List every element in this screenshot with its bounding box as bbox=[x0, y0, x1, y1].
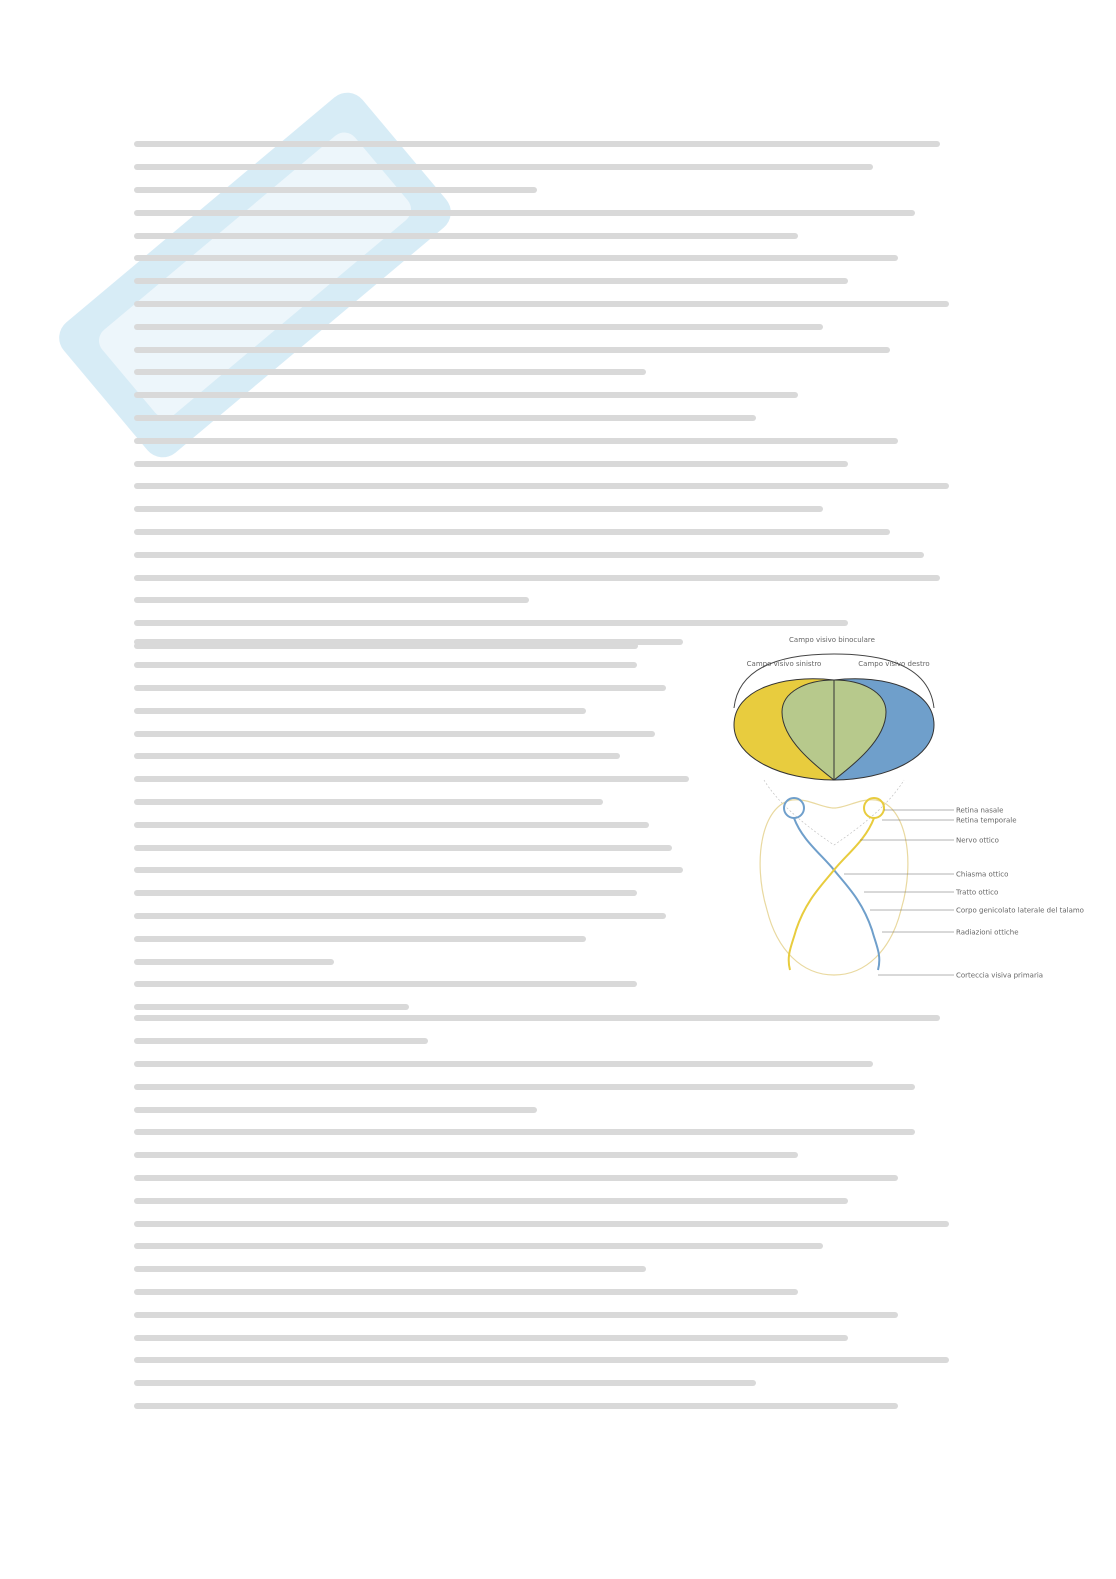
text-line-placeholder bbox=[134, 927, 706, 950]
text-line-placeholder bbox=[134, 1053, 974, 1076]
text-line-placeholder bbox=[134, 1007, 974, 1030]
text-line-placeholder bbox=[134, 521, 974, 544]
text-line-placeholder bbox=[134, 179, 974, 202]
text-line-placeholder bbox=[134, 1098, 974, 1121]
figure-callout-label: Corteccia visiva primaria bbox=[956, 971, 1044, 980]
text-line-placeholder bbox=[134, 791, 706, 814]
text-line-placeholder bbox=[134, 1303, 974, 1326]
text-line-placeholder bbox=[134, 338, 974, 361]
paragraph-p3 bbox=[134, 201, 974, 383]
text-line-placeholder bbox=[134, 566, 974, 589]
figure-callout-label: Radiazioni ottiche bbox=[956, 928, 1019, 937]
paragraph-p7 bbox=[134, 631, 706, 973]
paragraph-p10 bbox=[134, 1053, 974, 1121]
text-line-placeholder bbox=[134, 293, 974, 316]
text-line-placeholder bbox=[134, 973, 706, 996]
text-line-placeholder bbox=[134, 201, 974, 224]
text-line-placeholder bbox=[134, 429, 974, 452]
text-line-placeholder bbox=[134, 361, 974, 384]
text-line-placeholder bbox=[134, 270, 974, 293]
body-text-bottom bbox=[134, 1007, 974, 1417]
body-text-wrapped bbox=[134, 631, 706, 1019]
paragraph-p2 bbox=[134, 156, 974, 202]
paragraph-p4 bbox=[134, 384, 974, 430]
paragraph-p1 bbox=[134, 133, 974, 156]
figure-callout-label: Chiasma ottico bbox=[956, 870, 1009, 879]
text-line-placeholder bbox=[134, 836, 706, 859]
text-line-placeholder bbox=[134, 1167, 974, 1190]
text-line-placeholder bbox=[134, 677, 706, 700]
text-line-placeholder bbox=[134, 631, 706, 654]
text-line-placeholder bbox=[134, 543, 974, 566]
text-line-placeholder bbox=[134, 498, 974, 521]
text-line-placeholder bbox=[134, 315, 974, 338]
text-line-placeholder bbox=[134, 1281, 974, 1304]
text-line-placeholder bbox=[134, 905, 706, 928]
text-line-placeholder bbox=[134, 1372, 974, 1395]
text-line-placeholder bbox=[134, 859, 706, 882]
paragraph-p9 bbox=[134, 1007, 974, 1053]
text-line-placeholder bbox=[134, 699, 706, 722]
text-line-placeholder bbox=[134, 654, 706, 677]
text-line-placeholder bbox=[134, 156, 974, 179]
text-line-placeholder bbox=[134, 1212, 974, 1235]
figure-left-label: Campo visivo sinistro bbox=[746, 660, 822, 668]
text-line-placeholder bbox=[134, 768, 706, 791]
visual-pathway-figure bbox=[722, 630, 1084, 995]
text-line-placeholder bbox=[134, 407, 974, 430]
text-line-placeholder bbox=[134, 1326, 974, 1349]
figure-callout-label: Retina nasale bbox=[956, 806, 1004, 815]
text-line-placeholder bbox=[134, 722, 706, 745]
paragraph-p11 bbox=[134, 1121, 974, 1281]
paragraph-p12 bbox=[134, 1281, 974, 1395]
text-line-placeholder bbox=[134, 1144, 974, 1167]
body-text-top bbox=[134, 133, 974, 657]
text-line-placeholder bbox=[134, 224, 974, 247]
text-line-placeholder bbox=[134, 1121, 974, 1144]
text-line-placeholder bbox=[134, 745, 706, 768]
text-line-placeholder bbox=[134, 882, 706, 905]
text-line-placeholder bbox=[134, 813, 706, 836]
figure-callout-label: Retina temporale bbox=[956, 816, 1017, 825]
text-line-placeholder bbox=[134, 950, 706, 973]
text-line-placeholder bbox=[134, 133, 974, 156]
text-line-placeholder bbox=[134, 1189, 974, 1212]
text-line-placeholder bbox=[134, 589, 974, 612]
text-line-placeholder bbox=[134, 1075, 974, 1098]
figure-callout-label: Corpo genicolato laterale del talamo bbox=[956, 906, 1084, 915]
figure-callout-label: Nervo ottico bbox=[956, 836, 999, 845]
figure-callout-label: Tratto ottico bbox=[956, 888, 999, 897]
figure-top-label: Campo visivo binoculare bbox=[789, 636, 875, 644]
paragraph-p5 bbox=[134, 429, 974, 611]
text-line-placeholder bbox=[134, 1235, 974, 1258]
text-line-placeholder bbox=[134, 1395, 974, 1418]
text-line-placeholder bbox=[134, 1030, 974, 1053]
text-line-placeholder bbox=[134, 475, 974, 498]
text-line-placeholder bbox=[134, 1349, 974, 1372]
figure-right-label: Campo visivo destro bbox=[858, 660, 930, 668]
text-line-placeholder bbox=[134, 384, 974, 407]
text-line-placeholder bbox=[134, 1258, 974, 1281]
brain-outline bbox=[760, 800, 908, 975]
text-line-placeholder bbox=[134, 452, 974, 475]
paragraph-p13 bbox=[134, 1395, 974, 1418]
text-line-placeholder bbox=[134, 247, 974, 270]
